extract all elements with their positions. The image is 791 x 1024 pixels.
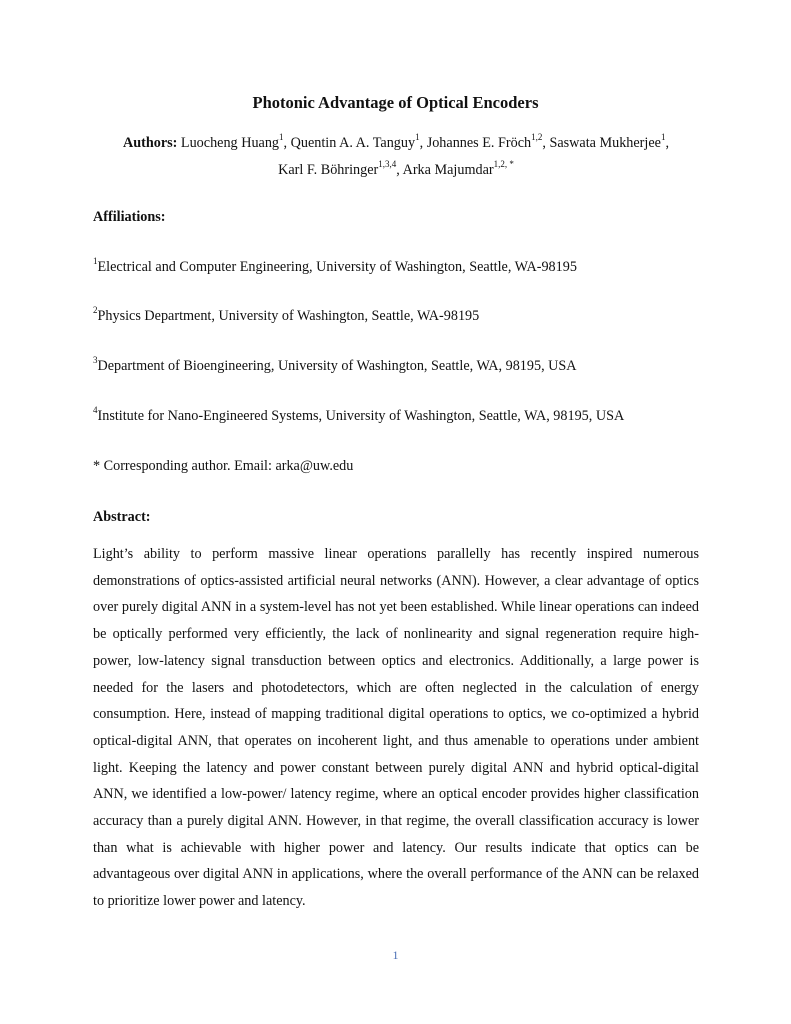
affiliation-item [93, 305, 480, 325]
authors-label: Authors: [122, 135, 178, 151]
author-line-2 [93, 157, 699, 184]
author-separator: , [665, 135, 669, 151]
author-line-1 [93, 130, 699, 157]
page-number: 1 [392, 948, 399, 962]
author-name: , Quentin A. A. Tanguy [283, 135, 416, 151]
affiliation-text: Physics Department, University of Washington, Seattle, WA-98195 [97, 308, 480, 324]
affiliation-text: Electrical and Computer Engineering, University of Washington, Seattle, WA-98195 [97, 259, 577, 275]
author-name: , Arka Majumdar [396, 162, 494, 178]
affiliation-number: 1 [93, 256, 98, 267]
affiliation-number: 4 [93, 405, 98, 416]
author-affiliation-mark: 1 [279, 132, 284, 143]
author-name: , Johannes E. Fröch [419, 135, 532, 151]
author-affiliation-mark: 1 [415, 132, 420, 143]
abstract-body: Light’s ability to perform massive linear operations parallelly has recently inspired numerous demonstrations of optics-assisted artificial neural networks (ANN). However, a clear advantage of optics over purely digital ANN in a system-level has not yet been established. While linear operations can indeed be optically performed very efficiently, the lack of nonlinearity and signal regeneration require high-power, low-latency signal transduction between optics and electronics. Additionally, a large power is needed for the lasers and photodetectors, which are often neglected in the calculation of energy consumption. Here, instead of mapping traditional digital operations to optics, we co-optimized a hybrid optical-digital ANN, that operates on incoherent light, and thus amenable to operations under ambient light. Keeping the latency and power constant between purely digital ANN and hybrid optical-digital ANN, we identified a low-power/ latency regime, where an optical encoder provides higher classification accuracy than a purely digital ANN. However, in that regime, the overall classification accuracy is lower than what is achievable with higher power and latency. Our results indicate that optics can be advantageous over digital ANN in applications, where the overall performance of the ANN can be relaxed to prioritize lower power and latency. [93, 546, 699, 910]
affiliation-item [93, 355, 577, 375]
affiliation-item [93, 256, 577, 276]
author-name: Luocheng Huang [177, 135, 280, 151]
author-name: , Saswata Mukherjee [542, 135, 661, 151]
affiliation-number: 2 [93, 305, 98, 316]
paper-title: Photonic Advantage of Optical Encoders [252, 93, 539, 112]
author-name: Karl F. Böhringer [278, 162, 379, 178]
author-affiliation-mark: 1 [660, 132, 666, 143]
corresponding-author [93, 458, 353, 475]
affiliation-text: Institute for Nano-Engineered Systems, University of Washington, Seattle, WA, 98195, USA [97, 408, 625, 424]
abstract-heading: Abstract: [93, 509, 151, 525]
author-list [93, 130, 699, 184]
affiliation-text: Department of Bioengineering, University of Washington, Seattle, WA, 98195, USA [97, 358, 577, 374]
affiliation-item [93, 405, 625, 425]
corresponding-author-text: * Corresponding author. Email: arka@uw.edu [93, 458, 354, 474]
affiliation-number: 3 [93, 355, 98, 366]
author-affiliation-mark: 1,2, * [493, 159, 514, 170]
author-affiliation-mark: 1,3,4 [378, 159, 397, 170]
affiliations-heading: Affiliations: [93, 209, 166, 225]
author-affiliation-mark: 1,2 [531, 132, 543, 143]
